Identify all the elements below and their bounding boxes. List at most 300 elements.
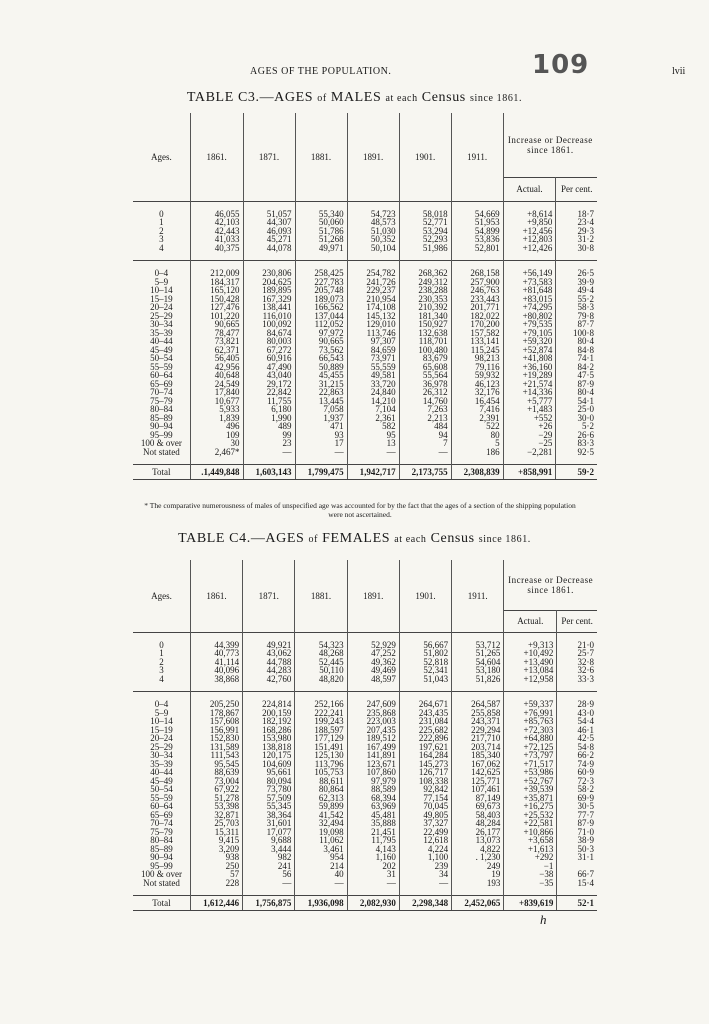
total-cell: .1,449,848 bbox=[190, 465, 243, 480]
heading-at: at each bbox=[394, 534, 427, 545]
count-cell: 126,717 bbox=[399, 768, 451, 777]
count-cell: 80 bbox=[451, 431, 503, 440]
count-cell: — bbox=[295, 879, 347, 888]
age-cell: 3 bbox=[133, 666, 190, 675]
count-cell: 241,726 bbox=[347, 278, 399, 287]
count-cell: 56,405 bbox=[190, 354, 243, 363]
table-row bbox=[133, 414, 597, 423]
count-cell: 49,581 bbox=[347, 371, 399, 380]
count-cell: 174,108 bbox=[347, 303, 399, 312]
count-cell: 113,796 bbox=[295, 760, 347, 769]
count-cell: 46,123 bbox=[451, 380, 503, 389]
count-cell: 1,937 bbox=[295, 414, 347, 423]
count-cell: 40 bbox=[295, 870, 347, 879]
age-cell: 30–34 bbox=[133, 320, 190, 329]
count-cell: 48,284 bbox=[452, 819, 504, 828]
count-cell: 13,073 bbox=[452, 836, 504, 845]
table-row bbox=[133, 862, 597, 871]
percent-cell: 58·3 bbox=[577, 302, 594, 312]
count-cell: 17,840 bbox=[190, 388, 243, 397]
count-cell: 25,703 bbox=[190, 819, 242, 828]
count-cell: 15,311 bbox=[190, 828, 242, 837]
actual-cell: +71,517 bbox=[504, 760, 557, 769]
count-cell: 17,077 bbox=[243, 828, 295, 837]
count-cell: 120,175 bbox=[243, 751, 295, 760]
spacer-cell bbox=[295, 683, 347, 692]
count-cell: 83,679 bbox=[399, 354, 451, 363]
heading-of: of bbox=[317, 93, 327, 104]
spacer-cell bbox=[504, 887, 557, 896]
age-cell: 50–54 bbox=[133, 785, 190, 794]
count-cell: 42,103 bbox=[190, 218, 243, 227]
actual-cell: +25,532 bbox=[504, 811, 557, 820]
count-cell: 45,271 bbox=[243, 235, 295, 244]
count-cell: 40,648 bbox=[190, 371, 243, 380]
age-cell: 20–24 bbox=[133, 303, 190, 312]
count-cell: 43,062 bbox=[243, 649, 295, 658]
count-cell: 214 bbox=[295, 862, 347, 871]
count-cell: 24,840 bbox=[347, 388, 399, 397]
age-cell: 75–79 bbox=[133, 397, 190, 406]
count-cell: — bbox=[399, 448, 451, 457]
percent-cell: 87·9 bbox=[577, 378, 594, 389]
count-cell: 254,782 bbox=[347, 269, 399, 278]
count-cell: 243,435 bbox=[399, 709, 451, 718]
age-cell: 35–39 bbox=[133, 329, 190, 338]
total-cell: 1,612,446 bbox=[190, 896, 242, 911]
actual-cell: +80,802 bbox=[503, 312, 556, 321]
count-cell: 6,180 bbox=[243, 405, 295, 414]
count-cell: 41,542 bbox=[295, 811, 347, 820]
count-cell: 1,160 bbox=[347, 853, 399, 862]
heading-of: of bbox=[308, 534, 319, 545]
count-cell: 52,341 bbox=[399, 666, 451, 675]
count-cell: 73,780 bbox=[243, 785, 295, 794]
col-percent: Per cent. bbox=[557, 610, 597, 632]
count-cell: 5 bbox=[451, 439, 503, 448]
count-cell: 142,625 bbox=[452, 768, 504, 777]
percent-cell: 54·4 bbox=[577, 716, 594, 726]
count-cell: 212,009 bbox=[190, 269, 243, 278]
count-cell: 182,022 bbox=[451, 312, 503, 321]
total-cell: 1,942,717 bbox=[347, 465, 399, 480]
count-cell: 52,801 bbox=[451, 244, 503, 253]
age-cell: 30–34 bbox=[133, 751, 190, 760]
spacer-cell bbox=[556, 252, 597, 261]
col-year: 1881. bbox=[295, 113, 347, 201]
count-cell: 95,661 bbox=[243, 768, 295, 777]
age-cell: 100 & over bbox=[133, 439, 190, 448]
age-cell: 0–4 bbox=[133, 700, 190, 709]
count-cell: 100,092 bbox=[243, 320, 295, 329]
age-cell: 10–14 bbox=[133, 286, 190, 295]
spacer-cell bbox=[133, 252, 190, 261]
count-cell: 250 bbox=[190, 862, 242, 871]
count-cell: 14,760 bbox=[399, 397, 451, 406]
actual-cell: −25 bbox=[503, 439, 556, 448]
actual-cell: +19,289 bbox=[503, 371, 556, 380]
count-cell: 46,093 bbox=[243, 227, 295, 236]
count-cell: 258,425 bbox=[295, 269, 347, 278]
col-percent: Per cent. bbox=[556, 177, 597, 201]
count-cell: 228 bbox=[190, 879, 242, 888]
count-cell: — bbox=[243, 879, 295, 888]
count-cell: 51,057 bbox=[243, 210, 295, 219]
age-cell: 1 bbox=[133, 218, 190, 227]
count-cell: 92,842 bbox=[399, 785, 451, 794]
percent-cell: 66·2 bbox=[577, 750, 594, 760]
count-cell: 87,149 bbox=[452, 794, 504, 803]
count-cell: 167,329 bbox=[243, 295, 295, 304]
count-cell: 55,345 bbox=[243, 802, 295, 811]
count-cell: 43,040 bbox=[243, 371, 295, 380]
actual-cell: +59,337 bbox=[504, 700, 557, 709]
section-spacer bbox=[133, 683, 597, 692]
actual-cell: +292 bbox=[504, 853, 557, 862]
actual-cell: +5,777 bbox=[503, 397, 556, 406]
count-cell: 48,597 bbox=[347, 675, 399, 684]
count-cell: 52,445 bbox=[295, 658, 347, 667]
col-increase-label: Increase or Decrease since 1861. bbox=[508, 574, 594, 595]
count-cell: 52,818 bbox=[399, 658, 451, 667]
total-row bbox=[133, 896, 597, 911]
percent-cell: 33·3 bbox=[577, 673, 594, 684]
count-cell: 62,371 bbox=[190, 346, 243, 355]
percent-cell: 38·9 bbox=[577, 835, 594, 845]
count-cell: 227,783 bbox=[295, 278, 347, 287]
percent-cell: 92·5 bbox=[577, 446, 594, 457]
count-cell: 12,618 bbox=[399, 836, 451, 845]
count-cell: 73,004 bbox=[190, 777, 242, 786]
spacer-cell bbox=[243, 683, 295, 692]
count-cell: 241 bbox=[243, 862, 295, 871]
actual-cell: +22,581 bbox=[504, 819, 557, 828]
actual-cell: +73,797 bbox=[504, 751, 557, 760]
count-cell: 31 bbox=[347, 870, 399, 879]
actual-cell: +83,015 bbox=[503, 295, 556, 304]
count-cell: 230,806 bbox=[243, 269, 295, 278]
actual-cell: +8,614 bbox=[503, 210, 556, 219]
count-cell: 137,044 bbox=[295, 312, 347, 321]
percent-cell: 47·5 bbox=[577, 370, 594, 380]
age-cell: 4 bbox=[133, 675, 190, 684]
actual-cell: +16,275 bbox=[504, 802, 557, 811]
count-cell: 97,979 bbox=[347, 777, 399, 786]
count-cell: 222,241 bbox=[295, 709, 347, 718]
count-cell: 210,954 bbox=[347, 295, 399, 304]
actual-cell: +1,483 bbox=[503, 405, 556, 414]
spacer-cell bbox=[503, 252, 556, 261]
count-cell: 10,677 bbox=[190, 397, 243, 406]
count-cell: 1,990 bbox=[243, 414, 295, 423]
count-cell: 1,839 bbox=[190, 414, 243, 423]
actual-cell: +1,613 bbox=[504, 845, 557, 854]
count-cell: 49,362 bbox=[347, 658, 399, 667]
count-cell: 57,509 bbox=[243, 794, 295, 803]
percent-cell: 31·2 bbox=[577, 234, 594, 244]
total-cell: +839,619 bbox=[504, 896, 557, 911]
count-cell: 49,805 bbox=[399, 811, 451, 820]
total-cell: 1,936,098 bbox=[295, 896, 347, 911]
count-cell: 484 bbox=[399, 422, 451, 431]
count-cell: 50,060 bbox=[295, 218, 347, 227]
spacer-cell bbox=[557, 683, 597, 692]
spacer-cell bbox=[347, 252, 399, 261]
spacer-cell bbox=[243, 252, 295, 261]
age-cell: 25–29 bbox=[133, 743, 190, 752]
actual-cell: +85,763 bbox=[504, 717, 557, 726]
actual-cell: +79,105 bbox=[503, 329, 556, 338]
count-cell: 65,608 bbox=[399, 363, 451, 372]
percent-cell: 60·9 bbox=[577, 767, 594, 777]
count-cell: 68,394 bbox=[347, 794, 399, 803]
page-signature-letter: h bbox=[540, 912, 547, 927]
actual-cell: +59,320 bbox=[503, 337, 556, 346]
actual-cell: +12,803 bbox=[503, 235, 556, 244]
count-cell: 35,888 bbox=[347, 819, 399, 828]
table-row bbox=[133, 244, 597, 253]
count-cell: 79,116 bbox=[451, 363, 503, 372]
count-cell: 66,543 bbox=[295, 354, 347, 363]
spacer-cell bbox=[452, 683, 504, 692]
count-cell: 56,667 bbox=[399, 641, 451, 650]
count-cell: 31,215 bbox=[295, 380, 347, 389]
count-cell: 50,104 bbox=[347, 244, 399, 253]
age-cell: 60–64 bbox=[133, 802, 190, 811]
count-cell: 2,391 bbox=[451, 414, 503, 423]
percent-cell: 49·4 bbox=[577, 285, 594, 295]
actual-cell: −38 bbox=[504, 870, 557, 879]
age-cell: 40–44 bbox=[133, 337, 190, 346]
table-males bbox=[133, 113, 597, 480]
heading-census: Census bbox=[430, 531, 475, 546]
actual-cell: +9,850 bbox=[503, 218, 556, 227]
count-cell: — bbox=[243, 448, 295, 457]
percent-cell: 42·5 bbox=[577, 733, 594, 743]
spacer-cell bbox=[399, 252, 451, 261]
percent-cell: 84·2 bbox=[577, 361, 594, 372]
percent-cell: 74·1 bbox=[577, 353, 594, 363]
count-cell: 67,922 bbox=[190, 785, 242, 794]
count-cell: 116,010 bbox=[243, 312, 295, 321]
count-cell: 73,562 bbox=[295, 346, 347, 355]
age-cell: 0–4 bbox=[133, 269, 190, 278]
count-cell: 165,120 bbox=[190, 286, 243, 295]
percent-cell: 23·4 bbox=[577, 217, 594, 227]
heading-sex: FEMALES bbox=[322, 531, 391, 546]
total-cell: 1,603,143 bbox=[243, 465, 295, 480]
count-cell: 129,010 bbox=[347, 320, 399, 329]
count-cell: 53,180 bbox=[452, 666, 504, 675]
col-year: 1881. bbox=[295, 560, 347, 632]
count-cell: 94 bbox=[399, 431, 451, 440]
percent-cell: 39·9 bbox=[577, 276, 594, 287]
count-cell: 50,889 bbox=[295, 363, 347, 372]
count-cell: — bbox=[347, 879, 399, 888]
percent-cell: 25·0 bbox=[577, 404, 594, 414]
count-cell: 166,562 bbox=[295, 303, 347, 312]
count-cell: 51,265 bbox=[452, 649, 504, 658]
count-cell: 44,399 bbox=[190, 641, 242, 650]
table-row bbox=[133, 870, 597, 879]
actual-cell: −29 bbox=[503, 431, 556, 440]
table-row bbox=[133, 431, 597, 440]
count-cell: 52,929 bbox=[347, 641, 399, 650]
count-cell: 264,587 bbox=[452, 700, 504, 709]
actual-cell: +52,767 bbox=[504, 777, 557, 786]
count-cell: 58,018 bbox=[399, 210, 451, 219]
count-cell: 1,100 bbox=[399, 853, 451, 862]
spacer-cell bbox=[243, 456, 295, 465]
age-cell: 0 bbox=[133, 641, 190, 650]
count-cell: 131,589 bbox=[190, 743, 242, 752]
count-cell: 249 bbox=[452, 862, 504, 871]
percent-cell: 55·2 bbox=[577, 293, 594, 304]
age-cell: 80–84 bbox=[133, 836, 190, 845]
count-cell: 264,671 bbox=[399, 700, 451, 709]
spacer-cell bbox=[399, 887, 451, 896]
count-cell: 22,842 bbox=[243, 388, 295, 397]
count-cell: 168,286 bbox=[243, 726, 295, 735]
count-cell: 42,760 bbox=[243, 675, 295, 684]
count-cell: 107,461 bbox=[452, 785, 504, 794]
count-cell: 46,055 bbox=[190, 210, 243, 219]
count-cell: 9,688 bbox=[243, 836, 295, 845]
count-cell: 84,674 bbox=[243, 329, 295, 338]
actual-cell: +10,492 bbox=[504, 649, 557, 658]
count-cell: — bbox=[295, 448, 347, 457]
spacer-cell bbox=[556, 456, 597, 465]
running-head-title: AGES OF THE POPULATION. bbox=[250, 66, 392, 77]
age-cell: 65–69 bbox=[133, 380, 190, 389]
percent-cell: 58·2 bbox=[577, 784, 594, 794]
count-cell: 49,921 bbox=[243, 641, 295, 650]
age-cell: 25–29 bbox=[133, 312, 190, 321]
count-cell: 30 bbox=[190, 439, 243, 448]
section-spacer bbox=[133, 456, 597, 465]
count-cell: 32,871 bbox=[190, 811, 242, 820]
count-cell: 152,830 bbox=[190, 734, 242, 743]
age-cell: Not stated bbox=[133, 879, 190, 888]
count-cell: 78,477 bbox=[190, 329, 243, 338]
age-cell: 3 bbox=[133, 235, 190, 244]
actual-cell: +13,490 bbox=[504, 658, 557, 667]
col-actual: Actual. bbox=[503, 177, 556, 201]
table-c3-heading bbox=[0, 90, 709, 106]
spacer-cell bbox=[347, 683, 399, 692]
spacer-cell bbox=[190, 252, 243, 261]
count-cell: 185,340 bbox=[452, 751, 504, 760]
percent-cell: 29·3 bbox=[577, 225, 594, 236]
age-cell: 95–99 bbox=[133, 862, 190, 871]
table-row bbox=[133, 879, 597, 888]
age-cell: 100 & over bbox=[133, 870, 190, 879]
count-cell: 17 bbox=[295, 439, 347, 448]
count-cell: 229,237 bbox=[347, 286, 399, 295]
count-cell: 4,224 bbox=[399, 845, 451, 854]
spacer-cell bbox=[557, 887, 597, 896]
count-cell: 84,659 bbox=[347, 346, 399, 355]
count-cell: 252,166 bbox=[295, 700, 347, 709]
age-cell: 2 bbox=[133, 227, 190, 236]
col-year: 1891. bbox=[347, 113, 399, 201]
count-cell: 44,078 bbox=[243, 244, 295, 253]
count-cell: 23 bbox=[243, 439, 295, 448]
actual-cell: +9,313 bbox=[504, 641, 557, 650]
count-cell: 16,454 bbox=[451, 397, 503, 406]
age-cell: 50–54 bbox=[133, 354, 190, 363]
count-cell: 26,312 bbox=[399, 388, 451, 397]
count-cell: 7 bbox=[399, 439, 451, 448]
age-cell: 75–79 bbox=[133, 828, 190, 837]
table-row bbox=[133, 405, 597, 414]
total-label: Total bbox=[133, 465, 190, 480]
actual-cell: +26 bbox=[503, 422, 556, 431]
count-cell: 90,665 bbox=[295, 337, 347, 346]
count-cell: 51,826 bbox=[452, 675, 504, 684]
percent-cell: 87·9 bbox=[577, 818, 594, 828]
count-cell: 19,098 bbox=[295, 828, 347, 837]
col-year: 1861. bbox=[190, 113, 243, 201]
percent-cell: 77·7 bbox=[577, 809, 594, 820]
count-cell: 93 bbox=[295, 431, 347, 440]
count-cell: 45,481 bbox=[347, 811, 399, 820]
age-cell: 45–49 bbox=[133, 777, 190, 786]
count-cell: 88,639 bbox=[190, 768, 242, 777]
count-cell: 73,971 bbox=[347, 354, 399, 363]
percent-cell: 74·9 bbox=[577, 758, 594, 769]
count-cell: 54,323 bbox=[295, 641, 347, 650]
age-cell: 35–39 bbox=[133, 760, 190, 769]
count-cell: 239 bbox=[399, 862, 451, 871]
count-cell: 98,213 bbox=[451, 354, 503, 363]
spacer-cell bbox=[451, 252, 503, 261]
age-cell: 60–64 bbox=[133, 371, 190, 380]
percent-cell: 21·0 bbox=[577, 639, 594, 650]
percent-cell: 32·8 bbox=[577, 656, 594, 667]
count-cell: 7,104 bbox=[347, 405, 399, 414]
count-cell: 125,771 bbox=[452, 777, 504, 786]
count-cell: 177,129 bbox=[295, 734, 347, 743]
count-cell: 230,353 bbox=[399, 295, 451, 304]
count-cell: 982 bbox=[243, 853, 295, 862]
count-cell: 193 bbox=[452, 879, 504, 888]
age-cell: 70–74 bbox=[133, 388, 190, 397]
spacer-cell bbox=[504, 683, 557, 692]
percent-cell: 84·8 bbox=[577, 344, 594, 355]
total-cell: 2,298,348 bbox=[399, 896, 451, 911]
total-cell: 2,173,755 bbox=[399, 465, 451, 480]
count-cell: 145,132 bbox=[347, 312, 399, 321]
count-cell: 167,062 bbox=[452, 760, 504, 769]
count-cell: 44,788 bbox=[243, 658, 295, 667]
count-cell: 105,753 bbox=[295, 768, 347, 777]
count-cell: 22,863 bbox=[295, 388, 347, 397]
age-cell: 90–94 bbox=[133, 853, 190, 862]
count-cell: 41,114 bbox=[190, 658, 242, 667]
spacer-cell bbox=[399, 456, 451, 465]
col-year: 1911. bbox=[451, 113, 503, 201]
footnote: * The comparative numerousness of males of unspecified age was accounted for by the fact that the ages of a section of the shipping population were not ascertained. bbox=[144, 501, 576, 519]
count-cell: 24,549 bbox=[190, 380, 243, 389]
count-cell: 70,045 bbox=[399, 802, 451, 811]
count-cell: 54,604 bbox=[452, 658, 504, 667]
actual-cell: −35 bbox=[504, 879, 557, 888]
count-cell: 31,601 bbox=[243, 819, 295, 828]
count-cell: 222,896 bbox=[399, 734, 451, 743]
page-number-roman: lvii bbox=[672, 66, 686, 77]
count-cell: 178,867 bbox=[190, 709, 242, 718]
